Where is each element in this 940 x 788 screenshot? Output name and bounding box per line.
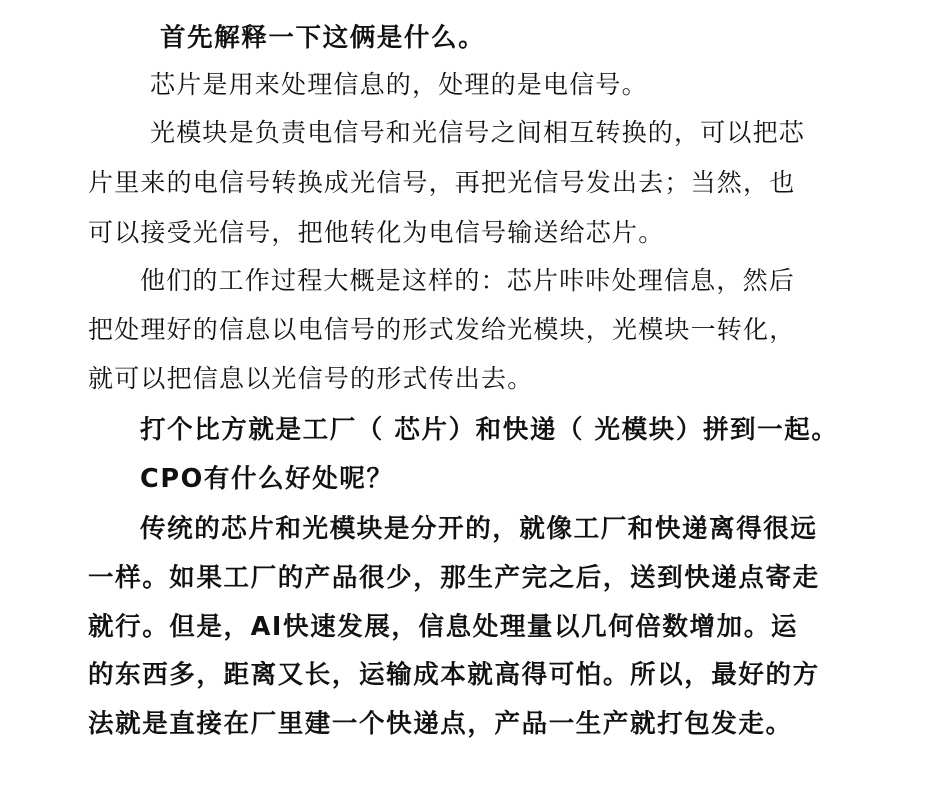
paragraph-benefit-line-2: 一样。如果工厂的产品很少，那生产完之后，送到快递点寄走 (88, 563, 820, 593)
paragraph-benefit-line-1: 传统的芯片和光模块是分开的，就像工厂和快递离得很远 (140, 514, 818, 544)
paragraph-module-line-2: 片里来的电信号转换成光信号，再把光信号发出去；当然，也 (88, 168, 796, 197)
paragraph-module-line-1: 光模块是负责电信号和光信号之间相互转换的，可以把芯 (150, 118, 806, 147)
paragraph-benefit-line-4: 的东西多，距离又长，运输成本就高得可怕。所以，最好的方 (88, 660, 820, 690)
paragraph-process-line-2: 把处理好的信息以电信号的形式发给光模块，光模块一转化， (88, 315, 796, 344)
section-heading-what: 首先解释一下这俩是什么。 (160, 23, 486, 53)
paragraph-process-line-1: 他们的工作过程大概是这样的：芯片咔咔处理信息，然后 (140, 266, 796, 295)
paragraph-benefit-line-5: 法就是直接在厂里建一个快递点，产品一生产就打包发走。 (88, 709, 793, 739)
paragraph-process-line-3: 就可以把信息以光信号的形式传出去。 (88, 364, 534, 393)
analogy-sentence: 打个比方就是工厂（ 芯片）和快递（ 光模块）拼到一起。 (140, 415, 839, 445)
section-heading-cpo: CPO有什么好处呢？ (140, 464, 394, 494)
paragraph-chip: 芯片是用来处理信息的，处理的是电信号。 (150, 70, 648, 99)
paragraph-benefit-line-3: 就行。但是，AI快速发展，信息处理量以几何倍数增加。运 (88, 612, 798, 642)
paragraph-module-line-3: 可以接受光信号，把他转化为电信号输送给芯片。 (88, 218, 665, 247)
